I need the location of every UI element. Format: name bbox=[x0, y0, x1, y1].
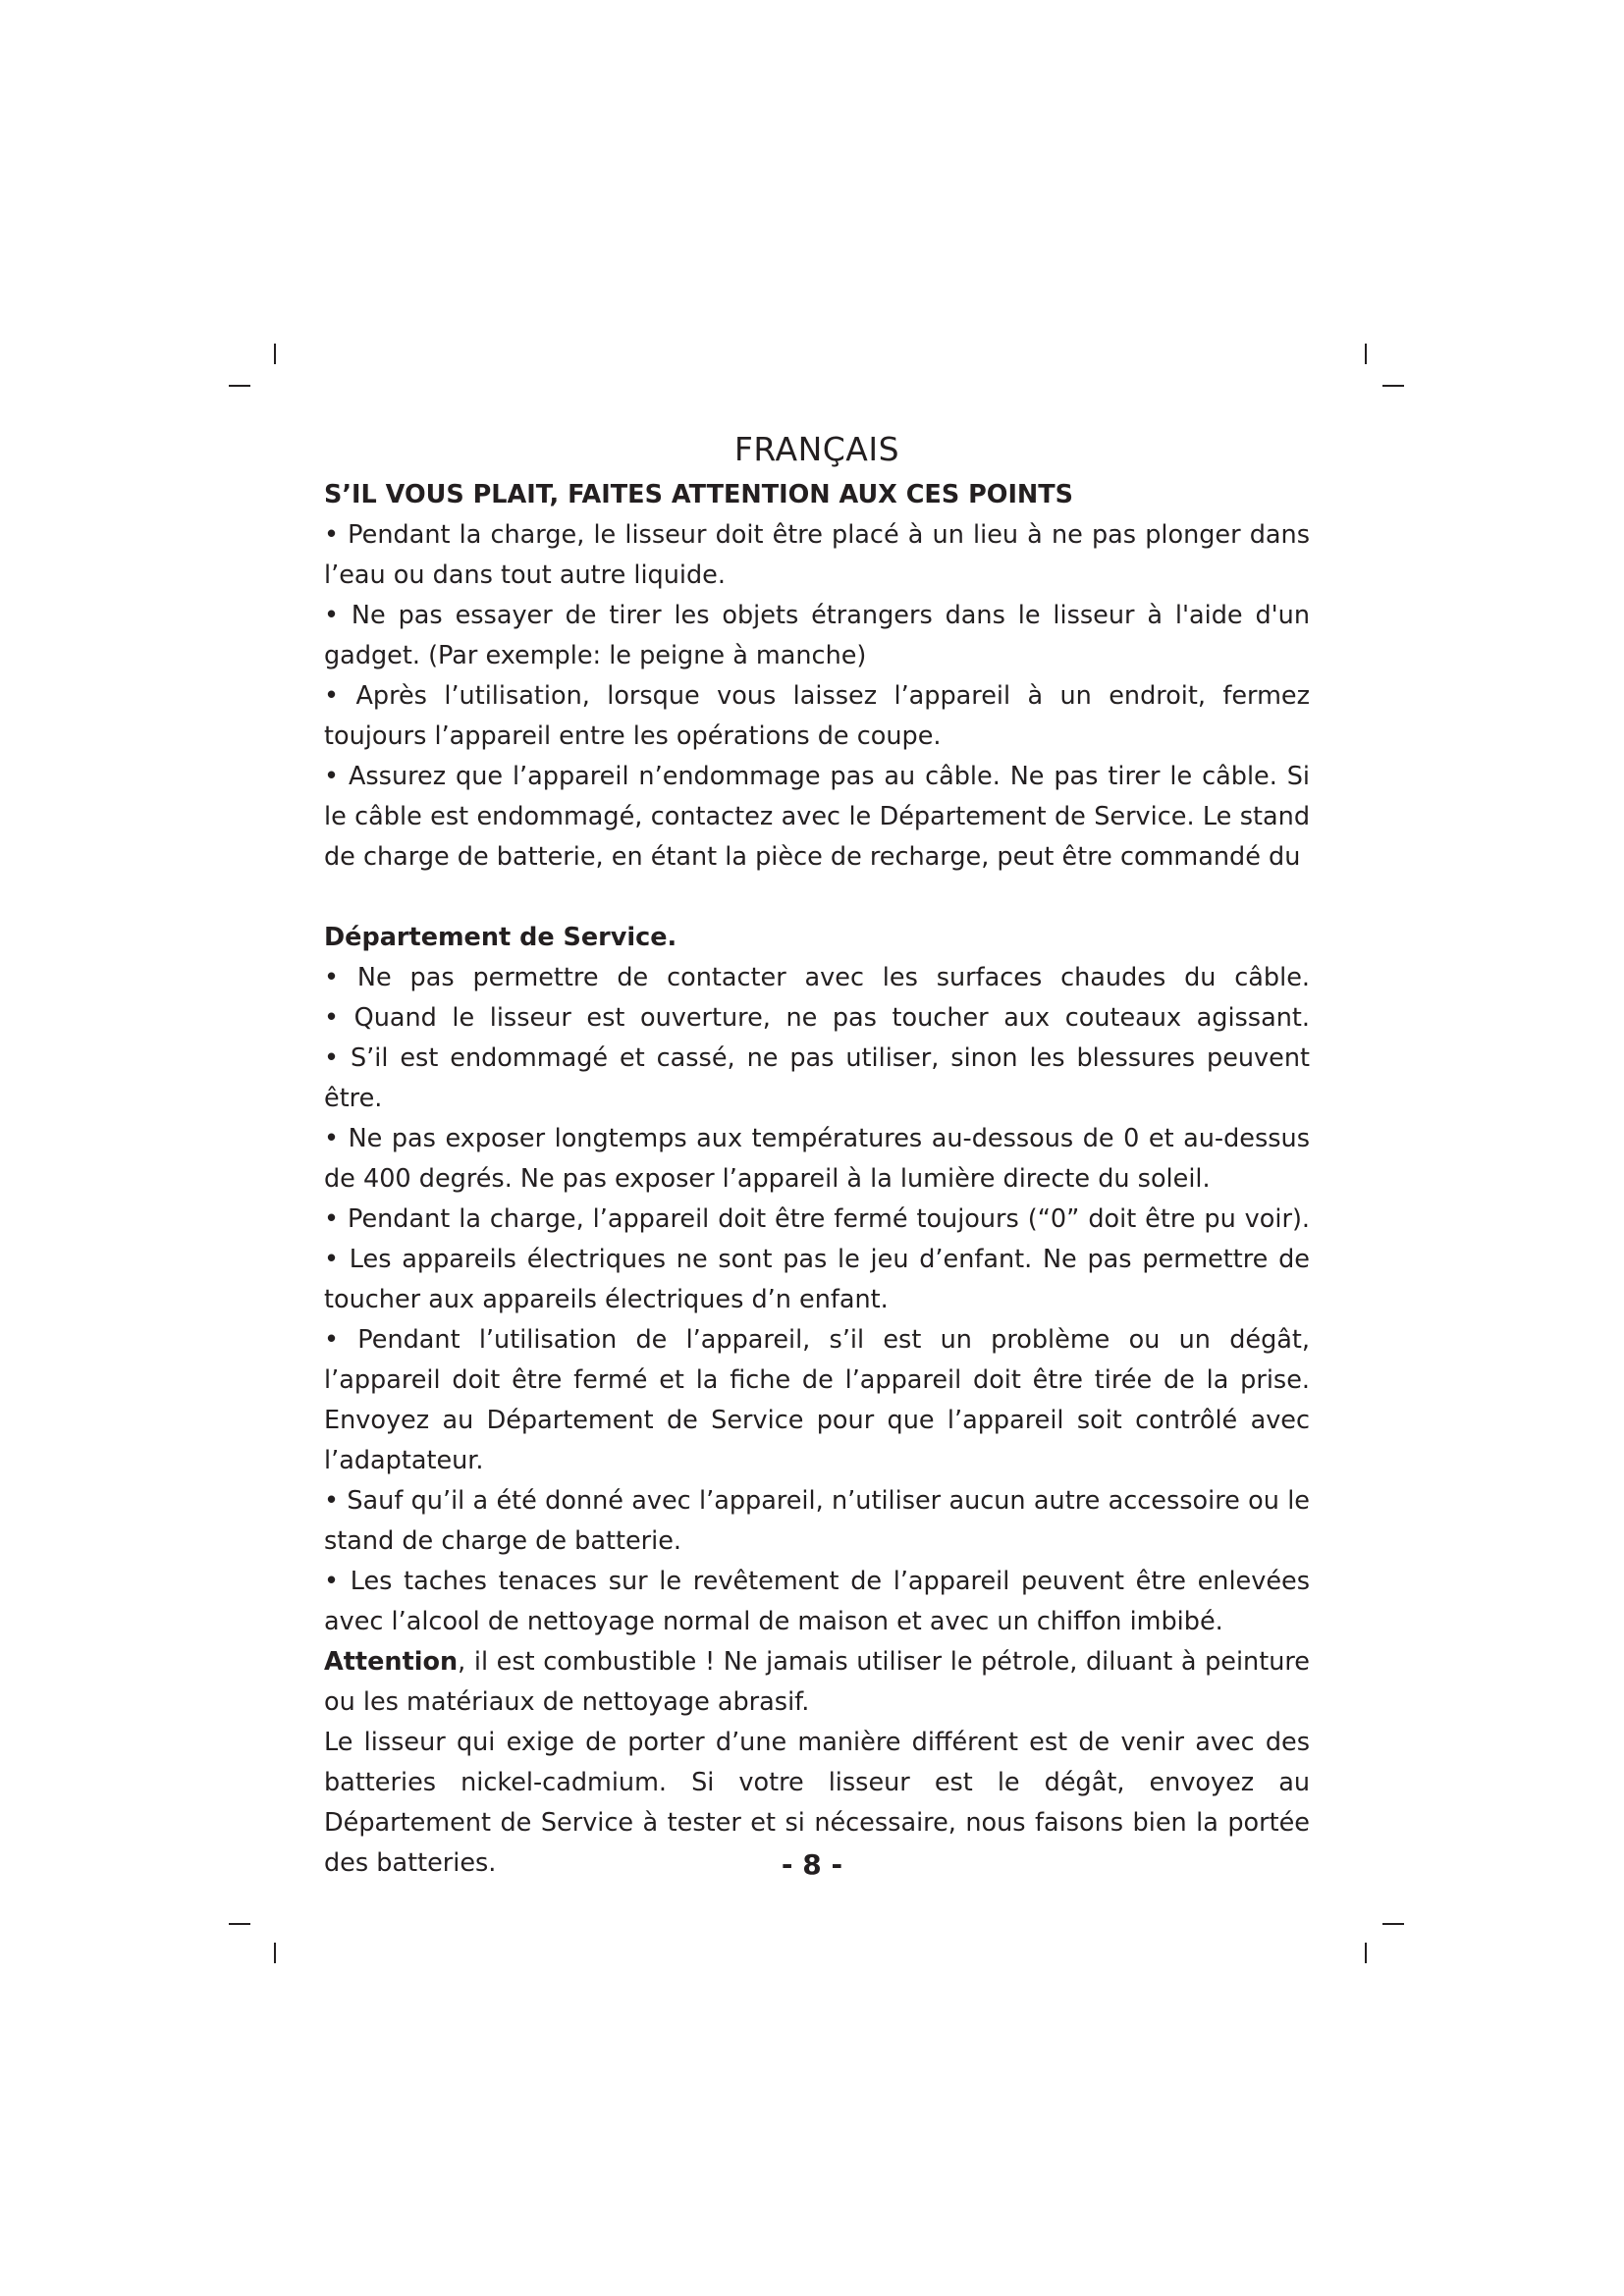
attention-label: Attention bbox=[324, 1647, 459, 1677]
attention-text: , il est combustible ! Ne jamais utiliser le pétrole, diluant à peinture ou les matériaux de nettoyage abrasif. bbox=[324, 1647, 1310, 1717]
bullet-item: • Ne pas exposer longtemps aux températures au-dessous de 0 et au-dessus de 400 degrés. Ne pas exposer l’appareil à la lumière directe du soleil. bbox=[324, 1124, 1310, 1194]
crop-mark-top-left-horizontal bbox=[229, 385, 250, 387]
crop-mark-bottom-left-vertical bbox=[274, 1943, 276, 1963]
bullet-item: • Pendant la charge, l’appareil doit être fermé toujours (“0” doit être pu voir). bbox=[324, 1204, 1310, 1234]
bullet-item: • Pendant la charge, le lisseur doit être placé à un lieu à ne pas plonger dans l’eau ou dans tout autre liquide. bbox=[324, 520, 1310, 590]
bullet-item: • Les appareils électriques ne sont pas le jeu d’enfant. Ne pas permettre de toucher aux appareils électriques d’n enfant. bbox=[324, 1245, 1310, 1314]
bullet-item: • Les taches tenaces sur le revêtement de l’appareil peuvent être enlevées avec l’alcool de nettoyage normal de maison et avec un chiffon imbibé. bbox=[324, 1567, 1310, 1636]
subheading-service-department: Département de Service. bbox=[324, 923, 677, 952]
bullet-item: • S’il est endommagé et cassé, ne pas utiliser, sinon les blessures peuvent être. bbox=[324, 1043, 1310, 1113]
crop-mark-top-left-vertical bbox=[274, 344, 276, 364]
crop-mark-top-right-horizontal bbox=[1382, 385, 1404, 387]
bullet-item: • Quand le lisseur est ouverture, ne pas toucher aux couteaux agissant. bbox=[324, 1003, 1310, 1033]
closing-paragraph: Le lisseur qui exige de porter d’une manière différent est de venir avec des batteries nickel-cadmium. Si votre lisseur est le dégât, envoyez au Département de Service à tester et si nécessaire, nous faisons bien la portée des batteries. bbox=[324, 1728, 1310, 1878]
bullet-item: • Pendant l’utilisation de l’appareil, s’il est un problème ou un dégât, l’appareil doit être fermé et la fiche de l’appareil doit être tirée de la prise. Envoyez au Département de Service pour que l’appareil soit contrôlé avec l’adaptateur. bbox=[324, 1325, 1310, 1475]
document-content bbox=[324, 424, 1310, 1884]
page-number: - 8 - bbox=[781, 1848, 843, 1881]
crop-mark-bottom-left-horizontal bbox=[229, 1923, 250, 1925]
attention-paragraph bbox=[324, 1642, 1310, 1723]
page-title: FRANÇAIS bbox=[733, 430, 900, 468]
bullet-item: • Sauf qu’il a été donné avec l’appareil, n’utiliser aucun autre accessoire ou le stand de charge de batterie. bbox=[324, 1486, 1310, 1556]
section-heading: S’IL VOUS PLAIT, FAITES ATTENTION AUX CES POINTS bbox=[324, 480, 1074, 509]
paragraph-gap bbox=[324, 878, 1310, 918]
crop-mark-top-right-vertical bbox=[1365, 344, 1367, 364]
bullet-item: • Assurez que l’appareil n’endommage pas au câble. Ne pas tirer le câble. Si le câble est endommagé, contactez avec le Département de Service. Le stand de charge de batterie, en étant la pièce de recharge, peut être commandé du bbox=[324, 762, 1310, 872]
bullet-item: • Ne pas permettre de contacter avec les surfaces chaudes du câble. bbox=[324, 963, 1310, 992]
bullet-item: • Après l’utilisation, lorsque vous laissez l’appareil à un endroit, fermez toujours l’appareil entre les opérations de coupe. bbox=[324, 681, 1310, 751]
bullet-item: • Ne pas essayer de tirer les objets étrangers dans le lisseur à l'aide d'un gadget. (Par exemple: le peigne à manche) bbox=[324, 601, 1310, 670]
crop-mark-bottom-right-horizontal bbox=[1382, 1923, 1404, 1925]
crop-mark-bottom-right-vertical bbox=[1365, 1943, 1367, 1963]
